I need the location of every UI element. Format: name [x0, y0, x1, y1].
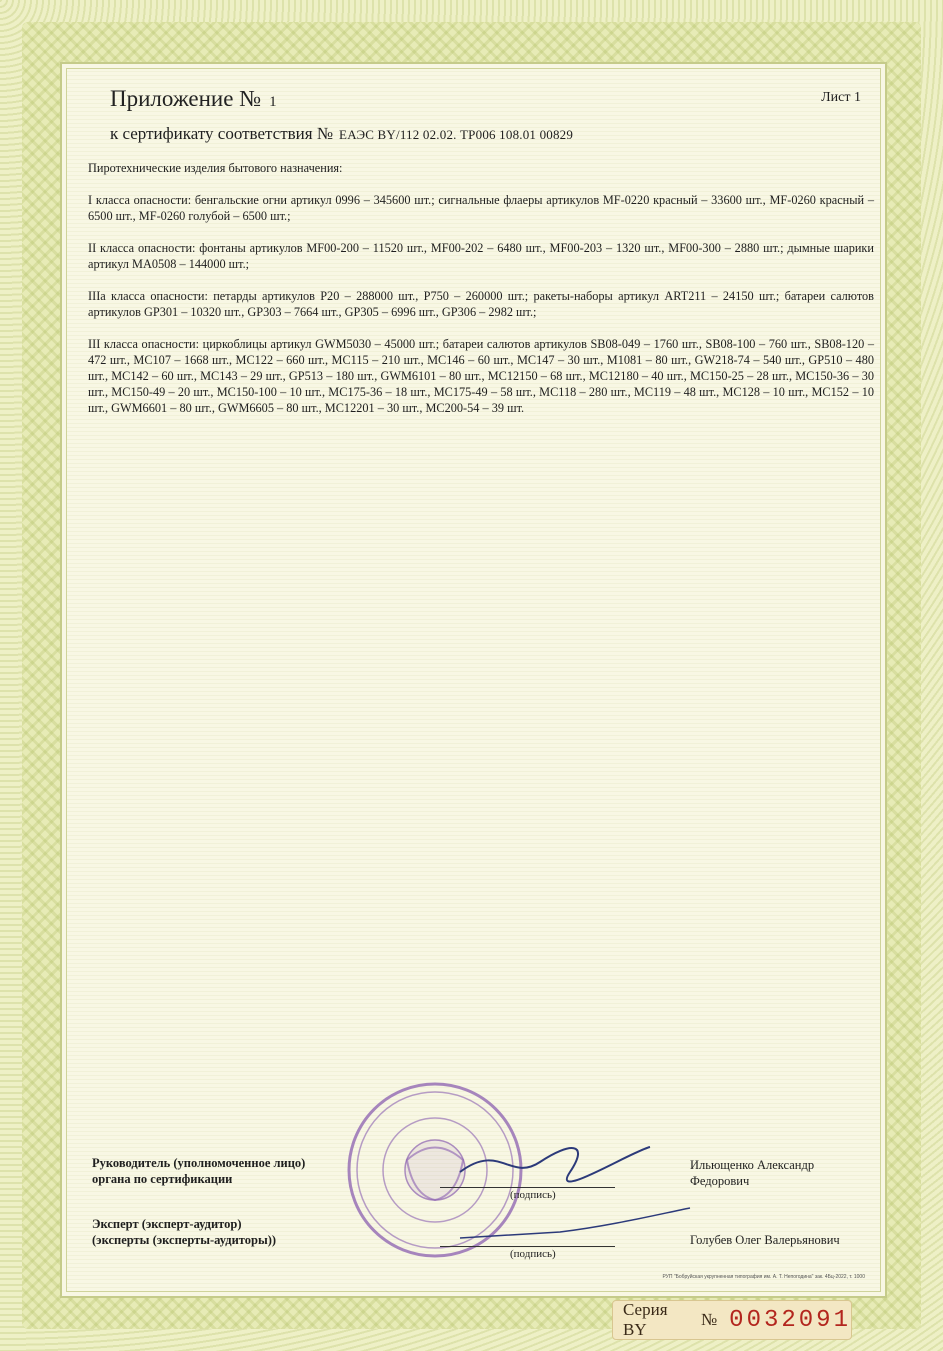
class-3a-paragraph: IIIa класса опасности: петарды артикулов P20 – 288000 шт., P750 – 260000 шт.; ракеты-наборы артикул ART211 – 24150 шт.; батареи салютов артикулов GP301 – 10320 шт., GP303 – 7664 шт., GP305 – 6996 шт., GP306 – 2982 шт.;	[88, 289, 874, 319]
product-list	[88, 160, 874, 432]
sheet-number: Лист 1	[821, 90, 861, 105]
series-number: 0032091	[729, 1306, 851, 1334]
class-2-paragraph: II класса опасности: фонтаны артикулов MF00-200 – 11520 шт., MF00-202 – 6480 шт., MF00-203 – 1320 шт., MF00-300 – 2880 шт.; дымные шарики артикул MA0508 – 144000 шт.;	[88, 241, 874, 271]
series-box	[612, 1300, 852, 1340]
head-signature-line	[440, 1187, 615, 1188]
head-signature-caption: (подпись)	[510, 1189, 556, 1201]
certificate-line	[110, 124, 573, 144]
head-label-line-1: Руководитель (уполномоченное лицо)	[92, 1156, 306, 1170]
expert-name: Голубев Олег Валерьянович	[690, 1233, 840, 1247]
head-name-line-2: Федорович	[690, 1174, 750, 1188]
head-signature	[440, 1132, 660, 1192]
expert-signature-caption: (подпись)	[510, 1248, 556, 1260]
class-3-paragraph: III класса опасности: циркоблицы артикул GWM5030 – 45000 шт.; батареи салютов артикулов SB08-049 – 1760 шт., SB08-100 – 760 шт., SB08-120 – 472 шт., MC107 – 1668 шт., MC122 – 660 шт., MC115 – 210 шт., MC146 – 60 шт., MC147 – 30 шт., M1081 – 80 шт., GW218-74 – 540 шт., GP510 – 480 шт., MC142 – 60 шт., MC143 – 29 шт., GP513 – 180 шт., GWM6101 – 80 шт., MC12150 – 68 шт., MC12180 – 40 шт., MC150-25 – 28 шт., MC150-36 – 30 шт., MC150-49 – 20 шт., MC150-100 – 10 шт., MC175-36 – 18 шт., MC175-49 – 58 шт., MC118 – 280 шт., MC119 – 48 шт., MC128 – 10 шт., MC152 – 10 шт., GWM6601 – 80 шт., GWM6605 – 80 шт., MC12201 – 30 шт., MC200-54 – 39 шт.	[88, 337, 874, 415]
intro-paragraph: Пиротехнические изделия бытового назначения:	[88, 161, 343, 175]
expert-label-line-2: (эксперты (эксперты-аудиторы))	[92, 1233, 277, 1247]
head-name-line-1: Ильющенко Александр	[690, 1158, 815, 1172]
head-name	[690, 1157, 814, 1189]
series-number-sign: №	[700, 1310, 718, 1329]
expert-signature	[440, 1200, 700, 1250]
expert-label-line-1: Эксперт (эксперт-аудитор)	[92, 1217, 242, 1231]
head-label-line-2: органа по сертификации	[92, 1172, 233, 1186]
printer-note: РУП "Бобруйская укрупненная типография им. А. Т. Непогодина" зак. 4Бц-2022, т. 1000	[662, 1274, 865, 1280]
certificate-prefix: к сертификату соответствия №	[110, 124, 334, 143]
expert-signature-line	[440, 1246, 615, 1247]
expert-label	[92, 1216, 276, 1248]
annex-label: Приложение №	[110, 86, 262, 111]
class-1-paragraph: I класса опасности: бенгальские огни артикул 0996 – 345600 шт.; сигнальные флаеры артикулов MF-0220 красный – 33600 шт., MF-0260 красный – 6500 шт., MF-0260 голубой – 6500 шт.;	[88, 193, 874, 223]
annex-number: 1	[269, 94, 277, 110]
annex-title	[110, 86, 277, 112]
head-label	[92, 1155, 305, 1187]
certificate-number: ЕАЭС BY/112 02.02. ТР006 108.01 00829	[339, 127, 574, 142]
series-label: Серия BY	[623, 1300, 668, 1339]
